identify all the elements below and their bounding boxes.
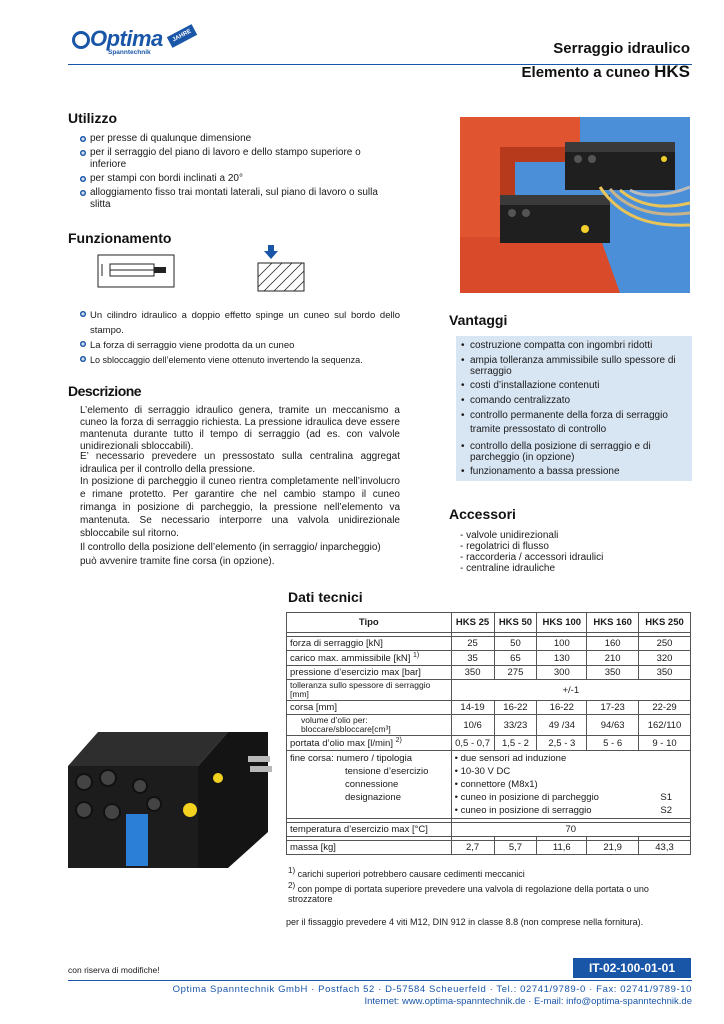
- product-photo-element: [68, 722, 272, 868]
- funzionamento-list: [80, 308, 400, 368]
- list-item: - valvole unidirezionali: [460, 530, 559, 541]
- document-code-badge: IT-02-100-01-01: [573, 958, 691, 978]
- list-item: • funzionamento a bassa pressione: [461, 466, 689, 477]
- cell: 0,5 - 0,7: [451, 736, 494, 751]
- cell: 33/23: [494, 715, 537, 736]
- table-row: [287, 637, 691, 651]
- list-item: per presse di qualunque dimensione: [80, 133, 380, 145]
- list-item: • controllo della posizione di serraggio e di parcheggio (in opzione): [461, 441, 689, 463]
- vantaggi-list: [461, 340, 689, 481]
- list-item: • controllo permanente della forza di serraggio tramite pressostato di controllo: [461, 409, 689, 437]
- cell: +/-1: [451, 680, 690, 701]
- accessori-heading: Accessori: [449, 506, 516, 522]
- row-label: volume d’olio per: bloccare/sbloccare[cm³]: [287, 715, 452, 736]
- column-header: HKS 250: [639, 613, 691, 633]
- utilizzo-list: [80, 133, 380, 213]
- cell: 25: [451, 637, 494, 651]
- list-item: • comando centralizzato: [461, 395, 689, 406]
- title-model: HKS: [654, 62, 690, 81]
- finecorsa-value: • connettore (M8x1): [454, 779, 538, 791]
- finecorsa-value: • 10-30 V DC: [454, 766, 511, 778]
- row-label: corsa [mm]: [287, 701, 452, 715]
- finecorsa-values: [451, 751, 690, 819]
- product-photo-press: [460, 117, 690, 293]
- utilizzo-heading: Utilizzo: [68, 110, 117, 126]
- cell: 100: [537, 637, 587, 651]
- row-label: pressione d’esercizio max [bar]: [287, 666, 452, 680]
- logo-mark-icon: [72, 31, 90, 49]
- row-label: [287, 736, 452, 751]
- table-row: [287, 841, 691, 855]
- descrizione-text-1: L’elemento di serraggio idraulico genera, tramite un meccanismo a cuneo la forza di serraggio richiesta. La pressione idraulica deve essere mantenuta durante tutto il tempo di serraggio (ad es. con valvole unidirezionali sbloccabili).: [80, 405, 400, 452]
- cell: 49 /34: [537, 715, 587, 736]
- vantaggi-heading: Vantaggi: [449, 312, 508, 328]
- company-logo: [68, 26, 200, 58]
- footnote-text: carichi superiori potrebbero causare cedimenti meccanici: [297, 869, 525, 879]
- cell: 160: [587, 637, 639, 651]
- footnote-text: con pompe di portata superiore prevedere una valvola di regolazione della portata o uno strozzatore: [288, 884, 649, 904]
- list-item: - raccorderia / accessori idraulici: [460, 552, 604, 563]
- row-label-text: carico max. ammissibile [kN]: [290, 653, 411, 665]
- table-row: [287, 666, 691, 680]
- column-header: HKS 160: [587, 613, 639, 633]
- riserva-note: con riserva di modifiche!: [68, 965, 160, 975]
- cell: 250: [639, 637, 691, 651]
- finecorsa-value: • due sensori ad induzione: [454, 753, 567, 765]
- table-header-row: [287, 613, 691, 633]
- page-title-line1: Serraggio idraulico: [553, 40, 690, 57]
- list-item: La forza di serraggio viene prodotta da un cuneo: [80, 338, 400, 353]
- cell: 5 - 6: [587, 736, 639, 751]
- cell: 17-23: [587, 701, 639, 715]
- cell: 14-19: [451, 701, 494, 715]
- row-label: massa [kg]: [287, 841, 452, 855]
- column-header: HKS 100: [537, 613, 587, 633]
- cell: 162/110: [639, 715, 691, 736]
- cell: 21,9: [587, 841, 639, 855]
- header-divider: [68, 64, 692, 65]
- cell: 9 - 10: [639, 736, 691, 751]
- table-row: [287, 680, 691, 701]
- cell: 50: [494, 637, 537, 651]
- footnote-mark: 2): [395, 737, 402, 745]
- column-header: HKS 25: [451, 613, 494, 633]
- descrizione-text-4: Il controllo della posizione dell’elemento (in serraggio/ inparcheggio) può avvenire tramite fine corsa (in opzione).: [80, 542, 381, 567]
- cell: 350: [639, 666, 691, 680]
- row-label: tolleranza sullo spessore di serraggio [mm]: [287, 680, 452, 701]
- logo-subtitle: Spanntechnik: [108, 49, 151, 56]
- cell: 210: [587, 651, 639, 666]
- list-item: Un cilindro idraulico a doppio effetto spinge un cuneo sul bordo dello stampo.: [80, 308, 400, 338]
- cell: 350: [587, 666, 639, 680]
- row-label: temperatura d’esercizio max [°C]: [287, 823, 452, 837]
- page-title-line2: [522, 62, 690, 82]
- list-item: per stampi con bordi inclinati a 20°: [80, 173, 380, 185]
- funzionamento-heading: Funzionamento: [68, 230, 172, 246]
- cell: 1,5 - 2: [494, 736, 537, 751]
- sensor-code: S2: [660, 805, 672, 817]
- finecorsa-label: tensione d’esercizio: [345, 766, 429, 778]
- wedge-diagram-icon: [254, 243, 306, 293]
- title-prefix: Elemento a cuneo: [521, 64, 655, 81]
- row-label: [287, 751, 452, 819]
- footnote-1: [288, 866, 688, 879]
- cell: 70: [451, 823, 690, 837]
- technical-data-table: [286, 612, 691, 855]
- footnote-2: [288, 881, 688, 904]
- cell: 130: [537, 651, 587, 666]
- list-item: • costi d’installazione contenuti: [461, 380, 689, 391]
- cell: 275: [494, 666, 537, 680]
- list-item: per il serraggio del piano di lavoro e dello stampo superiore o inferiore: [80, 147, 380, 171]
- cell: 350: [451, 666, 494, 680]
- finecorsa-value: • cuneo in posizione di serraggio: [454, 805, 592, 817]
- sensor-code: S1: [660, 792, 672, 804]
- table-row: [287, 823, 691, 837]
- cell: 94/63: [587, 715, 639, 736]
- cell: 16-22: [537, 701, 587, 715]
- finecorsa-label: connessione: [345, 779, 399, 791]
- table-row: [287, 751, 691, 819]
- descrizione-text-3: In posizione di parcheggio il cuneo rientra completamente nell’involucro e rimane protetto. Per garantire che nel cambio stampo il cuneo rimanga in posizione di parcheggio, la pressione nell’elemento va mantenuta. Se necessario interporre una valvola unidirezionale sbloccabile sul ritorno.: [80, 476, 400, 539]
- descrizione-heading: Descrizione: [68, 383, 142, 399]
- cell: 43,3: [639, 841, 691, 855]
- row-label: [287, 651, 452, 666]
- list-item: Lo sbloccaggio dell’elemento viene ottenuto invertendo la sequenza.: [80, 353, 400, 368]
- mounting-note: per il fissaggio prevedere 4 viti M12, DIN 912 in classe 8.8 (non comprese nella fornitura).: [286, 917, 644, 927]
- row-label-text: portata d’olio max [l/min]: [290, 738, 393, 750]
- cell: 16-22: [494, 701, 537, 715]
- cell: 300: [537, 666, 587, 680]
- company-contacts: Internet: www.optima-spanntechnik.de · E-mail: info@optima-spanntechnik.de: [364, 996, 692, 1007]
- table-row: [287, 736, 691, 751]
- logo-badge: JAHRE: [167, 24, 197, 48]
- table-row: [287, 651, 691, 666]
- table-row: [287, 701, 691, 715]
- cell: 10/6: [451, 715, 494, 736]
- cell: 35: [451, 651, 494, 666]
- cylinder-diagram-icon: [96, 252, 176, 290]
- list-item: - regolatrici di flusso: [460, 541, 549, 552]
- footnote-mark: 1): [413, 652, 420, 659]
- cell: 320: [639, 651, 691, 666]
- finecorsa-value: • cuneo in posizione di parcheggio: [454, 792, 599, 804]
- column-header: Tipo: [287, 613, 452, 633]
- logo-word: Optima: [90, 26, 163, 51]
- finecorsa-label: fine corsa: numero / tipologia: [290, 753, 412, 765]
- cell: 2,5 - 3: [537, 736, 587, 751]
- cell: 65: [494, 651, 537, 666]
- company-address: Optima Spanntechnik GmbH · Postfach 52 · D-57584 Scheuerfeld · Tel.: 02741/9789-0 · Fax: 02741/9789-10: [172, 984, 692, 995]
- list-item: alloggiamento fisso trai montati laterali, sul piano di lavoro o sulla slitta: [80, 187, 380, 211]
- row-label: forza di serraggio [kN]: [287, 637, 452, 651]
- list-item: - centraline idrauliche: [460, 563, 556, 574]
- footer-divider: [68, 980, 692, 981]
- accessori-list: [460, 530, 690, 574]
- list-item: • costruzione compatta con ingombri ridotti: [461, 340, 689, 351]
- table-row: [287, 715, 691, 736]
- footnote-mark: 2): [288, 881, 296, 890]
- cell: 2,7: [451, 841, 494, 855]
- cell: 22-29: [639, 701, 691, 715]
- descrizione-text-2: E’ necessario prevedere un pressostato sulla centralina aggregat idraulica per il controllo della pressione.: [80, 451, 400, 475]
- cell: 11,6: [537, 841, 587, 855]
- list-item: • ampia tolleranza ammissibile sullo spessore di serraggio: [461, 355, 689, 377]
- cell: 5,7: [494, 841, 537, 855]
- footnote-mark: 1): [288, 866, 296, 875]
- finecorsa-label: designazione: [345, 792, 401, 804]
- column-header: HKS 50: [494, 613, 537, 633]
- dati-heading: Dati tecnici: [288, 589, 363, 605]
